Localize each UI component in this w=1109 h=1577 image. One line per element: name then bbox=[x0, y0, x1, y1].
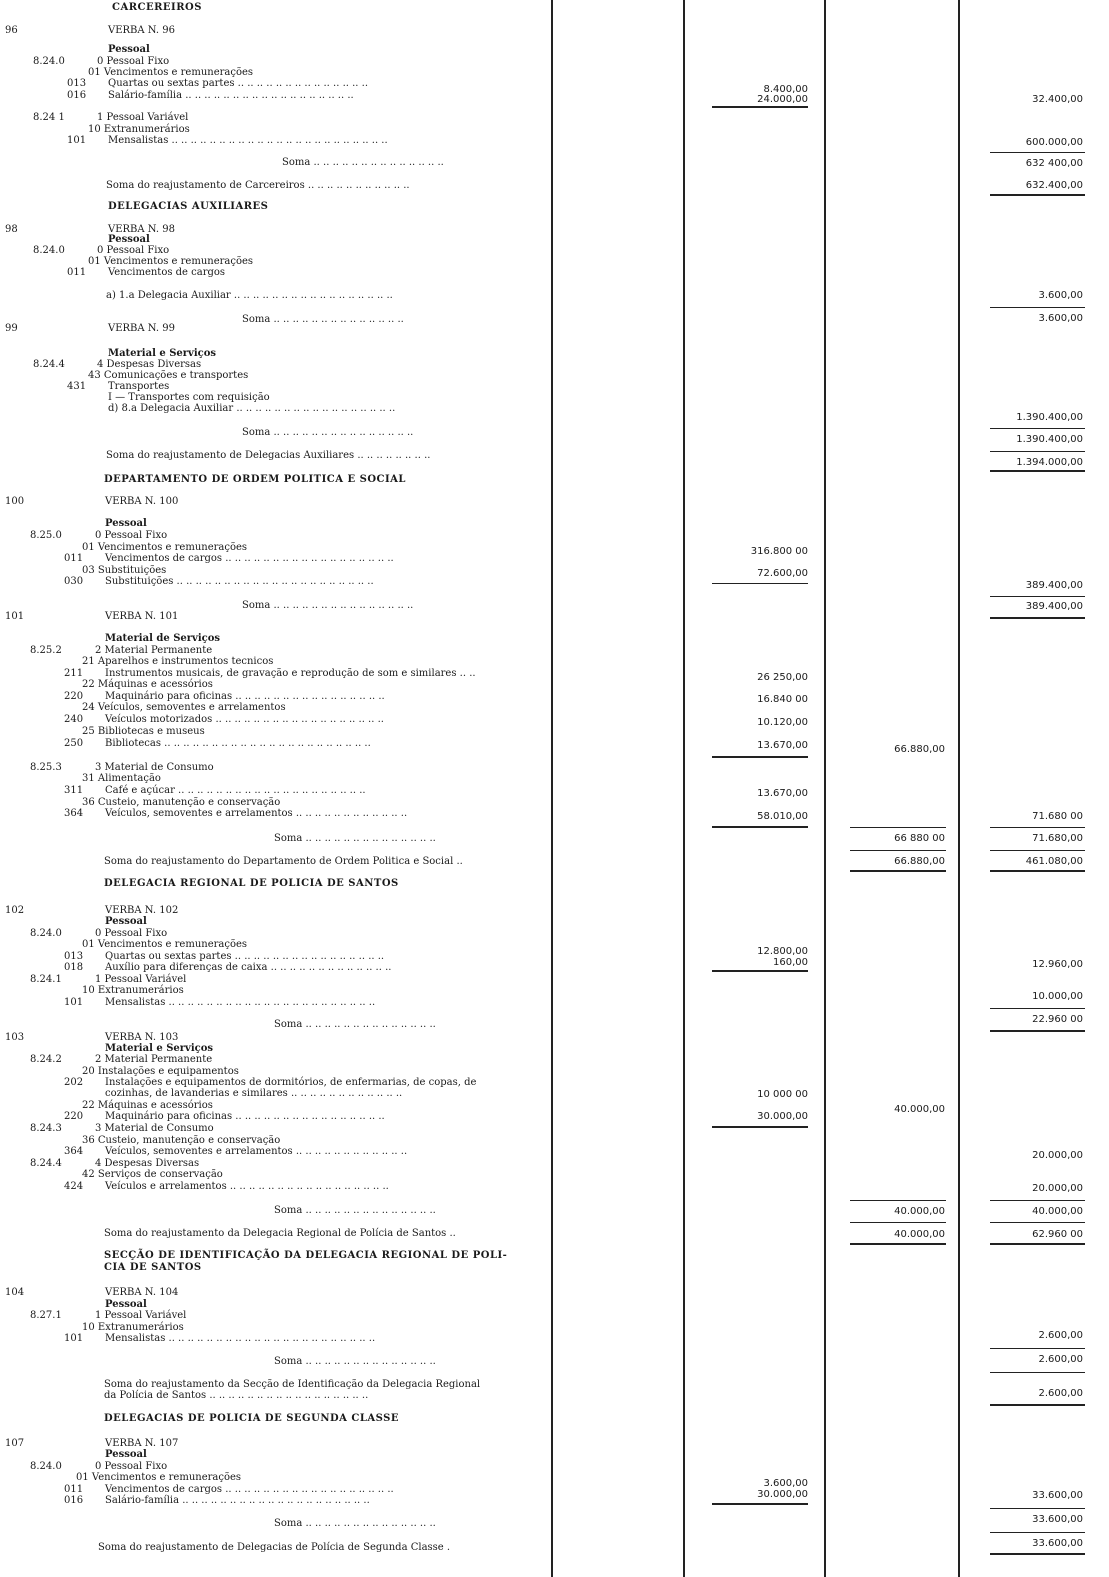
total-rule bbox=[990, 1222, 1085, 1223]
ledger-line: Material e Serviços bbox=[108, 348, 217, 359]
ledger-line: Soma .. .. .. .. .. .. .. .. .. .. .. .. .. .. bbox=[274, 1205, 436, 1216]
ledger-line: 101 bbox=[64, 1333, 84, 1344]
column-rule-description bbox=[551, 0, 553, 1577]
ledger-line: 424 bbox=[64, 1181, 84, 1192]
amount-column-3: 33.600,00 bbox=[1032, 1538, 1083, 1549]
ledger-line: Veículos e arrelamentos .. .. .. .. .. .. .. .. .. .. .. .. .. .. .. .. .. bbox=[105, 1181, 389, 1192]
total-rule bbox=[990, 1508, 1085, 1509]
ledger-line: Pessoal bbox=[105, 1449, 147, 1460]
ledger-line: I — Transportes com requisição bbox=[108, 392, 270, 403]
total-rule bbox=[990, 1532, 1085, 1533]
ledger-line: Material de Serviços bbox=[105, 633, 221, 644]
ledger-line: 220 bbox=[64, 691, 84, 702]
amount-column-2: 40.000,00 bbox=[894, 1104, 945, 1115]
amount-column-3: 3.600,00 bbox=[1038, 313, 1083, 324]
ledger-line: Pessoal bbox=[105, 518, 147, 529]
ledger-line: 018 bbox=[64, 962, 84, 973]
ledger-line: Mensalistas .. .. .. .. .. .. .. .. .. .. .. .. .. .. .. .. .. .. .. .. .. .. bbox=[105, 997, 376, 1008]
ledger-line: 3 Material de Consumo bbox=[95, 1123, 214, 1134]
ledger-line: 0 Pessoal Fixo bbox=[95, 530, 168, 541]
ledger-line: Soma .. .. .. .. .. .. .. .. .. .. .. .. .. .. bbox=[274, 1019, 436, 1030]
amount-column-3: 40.000,00 bbox=[1032, 1206, 1083, 1217]
ledger-line: 311 bbox=[64, 785, 84, 796]
amount-column-3: 22.960 00 bbox=[1032, 1014, 1083, 1025]
ledger-line: 013 bbox=[67, 78, 87, 89]
ledger-line: 10 Extranumerários bbox=[88, 124, 190, 135]
ledger-line: 431 bbox=[67, 381, 87, 392]
ledger-line: cozinhas, de lavanderias e similares .. .. .. .. .. .. .. .. .. .. .. .. bbox=[105, 1088, 403, 1099]
ledger-line: 01 Vencimentos e remunerações bbox=[76, 1472, 242, 1483]
ledger-line: 8.24.0 bbox=[30, 1461, 62, 1472]
ledger-line: 10 Extranumerários bbox=[82, 985, 184, 996]
ledger-line: 364 bbox=[64, 1146, 84, 1157]
ledger-line: 8.24.2 bbox=[30, 1054, 62, 1065]
ledger-line: Soma .. .. .. .. .. .. .. .. .. .. .. .. .. .. bbox=[274, 833, 436, 844]
column-rule-3 bbox=[958, 0, 960, 1577]
amount-column-2: 66.880,00 bbox=[894, 856, 945, 867]
ledger-line: Instrumentos musicais, de gravação e reprodução de som e similares .. .. bbox=[105, 668, 476, 679]
ledger-line: DELEGACIAS DE POLICIA DE SEGUNDA CLASSE bbox=[104, 1413, 399, 1424]
ledger-line: 8.24 1 bbox=[33, 112, 65, 123]
ledger-line: a) 1.a Delegacia Auxiliar .. .. .. .. .. .. .. .. .. .. .. .. .. .. .. .. .. bbox=[106, 290, 393, 301]
ledger-line: 10 Extranumerários bbox=[82, 1322, 184, 1333]
column-rule-2 bbox=[824, 0, 826, 1577]
ledger-line: 011 bbox=[67, 267, 87, 278]
amount-column-1: 316.800 00 bbox=[750, 546, 808, 557]
amount-column-3: 461.080,00 bbox=[1025, 856, 1083, 867]
ledger-line: Soma .. .. .. .. .. .. .. .. .. .. .. .. .. .. bbox=[242, 314, 404, 325]
ledger-line: 013 bbox=[64, 951, 84, 962]
amount-column-3: 2.600,00 bbox=[1038, 1354, 1083, 1365]
total-rule bbox=[990, 152, 1085, 153]
ledger-line: 8.24.0 bbox=[30, 928, 62, 939]
ledger-line: 03 Substituições bbox=[82, 565, 167, 576]
total-rule bbox=[990, 827, 1085, 828]
ledger-line: 01 Vencimentos e remunerações bbox=[82, 542, 248, 553]
ledger-line: d) 8.a Delegacia Auxiliar .. .. .. .. .. .. .. .. .. .. .. .. .. .. .. .. .. bbox=[108, 403, 396, 414]
ledger-line: 8.27.1 bbox=[30, 1310, 62, 1321]
ledger-line: 0 Pessoal Fixo bbox=[95, 928, 168, 939]
amount-column-1: 30.000,00 bbox=[757, 1111, 808, 1122]
ledger-line: 22 Máquinas e acessórios bbox=[82, 679, 213, 690]
amount-column-3: 1.394.000,00 bbox=[1016, 457, 1083, 468]
ledger-line: 1 Pessoal Variável bbox=[95, 1310, 187, 1321]
ledger-line: Veículos motorizados .. .. .. .. .. .. .. .. .. .. .. .. .. .. .. .. .. .. bbox=[105, 714, 384, 725]
amount-column-3: 32.400,00 bbox=[1032, 94, 1083, 105]
amount-column-2: 66 880 00 bbox=[894, 833, 945, 844]
amount-column-1: 12.800,00 bbox=[757, 946, 808, 957]
ledger-line: Soma do reajustamento da Delegacia Regional de Polícia de Santos .. bbox=[104, 1228, 456, 1239]
total-rule bbox=[990, 850, 1085, 851]
column-rule-1 bbox=[683, 0, 685, 1577]
ledger-line: 8.24.0 bbox=[33, 245, 65, 256]
total-rule bbox=[990, 596, 1085, 597]
ledger-line: 42 Serviços de conservação bbox=[82, 1169, 223, 1180]
ledger-line: Bibliotecas .. .. .. .. .. .. .. .. .. .. .. .. .. .. .. .. .. .. .. .. .. .. bbox=[105, 738, 371, 749]
amount-column-3: 10.000,00 bbox=[1032, 991, 1083, 1002]
ledger-line: Vencimentos de cargos bbox=[108, 267, 226, 278]
amount-column-1: 160,00 bbox=[773, 957, 808, 968]
total-rule bbox=[990, 1553, 1085, 1555]
total-rule bbox=[990, 470, 1085, 472]
ledger-line: 3 Material de Consumo bbox=[95, 762, 214, 773]
amount-column-1: 3.600,00 bbox=[763, 1478, 808, 1489]
ledger-line: CARCEREIROS bbox=[112, 2, 202, 13]
total-rule bbox=[990, 1008, 1085, 1009]
ledger-line: 211 bbox=[64, 668, 84, 679]
ledger-line: Pessoal bbox=[108, 44, 150, 55]
total-rule bbox=[990, 1348, 1085, 1349]
amount-column-1: 10.120,00 bbox=[757, 717, 808, 728]
ledger-line: 101 bbox=[5, 611, 25, 622]
ledger-line: 107 bbox=[5, 1438, 25, 1449]
ledger-line: Material e Serviços bbox=[105, 1043, 214, 1054]
amount-column-3: 632 400,00 bbox=[1025, 158, 1083, 169]
amount-column-2: 66.880,00 bbox=[894, 744, 945, 755]
ledger-line: da Polícia de Santos .. .. .. .. .. .. .. .. .. .. .. .. .. .. .. .. .. bbox=[104, 1390, 369, 1401]
amount-column-3: 33.600,00 bbox=[1032, 1514, 1083, 1525]
ledger-line: Soma .. .. .. .. .. .. .. .. .. .. .. .. .. .. .. bbox=[242, 600, 414, 611]
total-rule bbox=[850, 1200, 946, 1201]
amount-column-2: 40.000,00 bbox=[894, 1206, 945, 1217]
total-rule bbox=[712, 826, 808, 828]
ledger-line: 011 bbox=[64, 1484, 84, 1495]
ledger-line: 36 Custeio, manutenção e conservação bbox=[82, 1135, 281, 1146]
amount-column-3: 1.390.400,00 bbox=[1016, 434, 1083, 445]
ledger-line: Café e açúcar .. .. .. .. .. .. .. .. .. .. .. .. .. .. .. .. .. .. .. .. bbox=[105, 785, 366, 796]
ledger-line: 100 bbox=[5, 496, 25, 507]
ledger-line: Soma do reajustamento de Delegacias Auxiliares .. .. .. .. .. .. .. .. bbox=[106, 450, 431, 461]
total-rule bbox=[850, 870, 946, 872]
amount-column-3: 389.400,00 bbox=[1025, 580, 1083, 591]
ledger-line: VERBA N. 96 bbox=[108, 25, 175, 36]
ledger-line: 96 bbox=[5, 25, 18, 36]
ledger-line: Pessoal bbox=[105, 1299, 147, 1310]
ledger-line: SECÇÃO DE IDENTIFICAÇÃO DA DELEGACIA REGIONAL DE POLI- bbox=[104, 1250, 508, 1261]
ledger-line: Soma do reajustamento do Departamento de Ordem Politica e Social .. bbox=[104, 856, 463, 867]
total-rule bbox=[712, 583, 808, 584]
ledger-line: 8.24.0 bbox=[33, 56, 65, 67]
ledger-line: Soma do reajustamento de Carcereiros .. .. .. .. .. .. .. .. .. .. .. bbox=[106, 180, 410, 191]
amount-column-1: 8.400,00 bbox=[763, 84, 808, 95]
ledger-line: 98 bbox=[5, 224, 18, 235]
ledger-line: Pessoal bbox=[105, 916, 147, 927]
ledger-line: VERBA N. 103 bbox=[105, 1032, 179, 1043]
ledger-line: 8.24.1 bbox=[30, 974, 62, 985]
ledger-line: 25 Bibliotecas e museus bbox=[82, 726, 205, 737]
ledger-line: 01 Vencimentos e remunerações bbox=[82, 939, 248, 950]
ledger-line: 8.24.3 bbox=[30, 1123, 62, 1134]
ledger-line: 43 Comunicações e transportes bbox=[88, 370, 249, 381]
ledger-line: 8.25.0 bbox=[30, 530, 62, 541]
amount-column-3: 12.960,00 bbox=[1032, 959, 1083, 970]
total-rule bbox=[990, 617, 1085, 619]
ledger-line: 20 Instalações e equipamentos bbox=[82, 1066, 239, 1077]
ledger-line: Veículos, semoventes e arrelamentos .. .. .. .. .. .. .. .. .. .. .. .. bbox=[105, 808, 408, 819]
ledger-line: 0 Pessoal Fixo bbox=[97, 56, 170, 67]
amount-column-1: 30.000,00 bbox=[757, 1489, 808, 1500]
ledger-line: Soma .. .. .. .. .. .. .. .. .. .. .. .. .. .. bbox=[282, 157, 444, 168]
total-rule bbox=[990, 451, 1085, 452]
ledger-line: 01 Vencimentos e remunerações bbox=[88, 256, 254, 267]
amount-column-3: 33.600,00 bbox=[1032, 1490, 1083, 1501]
amount-column-1: 16.840 00 bbox=[757, 694, 808, 705]
ledger-line: VERBA N. 99 bbox=[108, 323, 175, 334]
ledger-line: 2 Material Permanente bbox=[95, 1054, 213, 1065]
ledger-line: 31 Alimentação bbox=[82, 773, 161, 784]
amount-column-3: 3.600,00 bbox=[1038, 290, 1083, 301]
ledger-line: 1 Pessoal Variável bbox=[97, 112, 189, 123]
ledger-line: 240 bbox=[64, 714, 84, 725]
total-rule bbox=[712, 106, 808, 108]
ledger-line: 24 Veículos, semoventes e arrelamentos bbox=[82, 702, 286, 713]
total-rule bbox=[712, 756, 808, 758]
amount-column-2: 40.000,00 bbox=[894, 1229, 945, 1240]
ledger-line: Vencimentos de cargos .. .. .. .. .. .. .. .. .. .. .. .. .. .. .. .. .. .. bbox=[105, 1484, 394, 1495]
ledger-line: Vencimentos de cargos .. .. .. .. .. .. .. .. .. .. .. .. .. .. .. .. .. .. bbox=[105, 553, 394, 564]
ledger-line: Mensalistas .. .. .. .. .. .. .. .. .. .. .. .. .. .. .. .. .. .. .. .. .. .. .. bbox=[108, 135, 388, 146]
ledger-line: VERBA N. 102 bbox=[105, 905, 179, 916]
ledger-line: Soma .. .. .. .. .. .. .. .. .. .. .. .. .. .. .. bbox=[242, 427, 414, 438]
total-rule bbox=[712, 1503, 808, 1505]
amount-column-1: 10 000 00 bbox=[757, 1089, 808, 1100]
amount-column-3: 2.600,00 bbox=[1038, 1330, 1083, 1341]
ledger-line: 101 bbox=[67, 135, 87, 146]
ledger-line: DELEGACIA REGIONAL DE POLICIA DE SANTOS bbox=[104, 878, 399, 889]
ledger-line: Soma do reajustamento de Delegacias de Polícia de Segunda Classe . bbox=[98, 1542, 451, 1553]
ledger-line: Soma .. .. .. .. .. .. .. .. .. .. .. .. .. .. bbox=[274, 1356, 436, 1367]
ledger-line: 202 bbox=[64, 1077, 84, 1088]
ledger-line: 99 bbox=[5, 323, 18, 334]
ledger-line: DELEGACIAS AUXILIARES bbox=[108, 201, 269, 212]
ledger-line: 0 Pessoal Fixo bbox=[95, 1461, 168, 1472]
total-rule bbox=[990, 1200, 1085, 1201]
ledger-line: VERBA N. 104 bbox=[105, 1287, 179, 1298]
ledger-line: Pessoal bbox=[108, 234, 150, 245]
amount-column-3: 632.400,00 bbox=[1025, 180, 1083, 191]
amount-column-3: 20.000,00 bbox=[1032, 1150, 1083, 1161]
ledger-line: VERBA N. 98 bbox=[108, 224, 175, 235]
amount-column-3: 2.600,00 bbox=[1038, 1388, 1083, 1399]
ledger-line: Transportes bbox=[108, 381, 170, 392]
ledger-line: 101 bbox=[64, 997, 84, 1008]
amount-column-3: 1.390.400,00 bbox=[1016, 412, 1083, 423]
ledger-line: Mensalistas .. .. .. .. .. .. .. .. .. .. .. .. .. .. .. .. .. .. .. .. .. .. bbox=[105, 1333, 376, 1344]
ledger-line: VERBA N. 100 bbox=[105, 496, 179, 507]
total-rule bbox=[712, 970, 808, 972]
amount-column-1: 24.000,00 bbox=[757, 94, 808, 105]
ledger-line: Auxílio para diferenças de caixa .. .. .. .. .. .. .. .. .. .. .. .. .. bbox=[105, 962, 392, 973]
ledger-line: 364 bbox=[64, 808, 84, 819]
ledger-line: Soma .. .. .. .. .. .. .. .. .. .. .. .. .. .. bbox=[274, 1518, 436, 1529]
ledger-line: 01 Vencimentos e remunerações bbox=[88, 67, 254, 78]
ledger-line: Quartas ou sextas partes .. .. .. .. .. .. .. .. .. .. .. .. .. .. bbox=[108, 78, 369, 89]
ledger-line: Soma do reajustamento da Secção de Identificação da Delegacia Regional bbox=[104, 1379, 481, 1390]
total-rule bbox=[712, 1126, 808, 1128]
amount-column-3: 20.000,00 bbox=[1032, 1183, 1083, 1194]
ledger-line: Maquinário para oficinas .. .. .. .. .. .. .. .. .. .. .. .. .. .. .. .. bbox=[105, 691, 385, 702]
ledger-line: 103 bbox=[5, 1032, 25, 1043]
ledger-line: 016 bbox=[67, 90, 87, 101]
ledger-line: 2 Material Permanente bbox=[95, 645, 213, 656]
ledger-line: 250 bbox=[64, 738, 84, 749]
ledger-line: Instalações e equipamentos de dormitórios, de enfermarias, de copas, de bbox=[105, 1077, 477, 1088]
ledger-line: VERBA N. 107 bbox=[105, 1438, 179, 1449]
ledger-line: 030 bbox=[64, 576, 84, 587]
amount-column-1: 72.600,00 bbox=[757, 568, 808, 579]
ledger-line: 011 bbox=[64, 553, 84, 564]
total-rule bbox=[990, 1404, 1085, 1406]
ledger-line: 36 Custeio, manutenção e conservação bbox=[82, 797, 281, 808]
total-rule bbox=[990, 1030, 1085, 1032]
ledger-line: 1 Pessoal Variável bbox=[95, 974, 187, 985]
ledger-line: 22 Máquinas e acessórios bbox=[82, 1100, 213, 1111]
ledger-line: 016 bbox=[64, 1495, 84, 1506]
amount-column-1: 58.010,00 bbox=[757, 811, 808, 822]
ledger-line: 8.25.2 bbox=[30, 645, 62, 656]
total-rule bbox=[850, 1243, 946, 1245]
ledger-line: 220 bbox=[64, 1111, 84, 1122]
ledger-line: VERBA N. 101 bbox=[105, 611, 179, 622]
amount-column-3: 71.680 00 bbox=[1032, 811, 1083, 822]
amount-column-1: 26 250,00 bbox=[757, 672, 808, 683]
total-rule bbox=[990, 194, 1085, 196]
ledger-line: 8.24.4 bbox=[33, 359, 65, 370]
total-rule bbox=[990, 870, 1085, 872]
ledger-line: Salário-família .. .. .. .. .. .. .. .. .. .. .. .. .. .. .. .. .. .. .. .. bbox=[105, 1495, 370, 1506]
ledger-line: Substituições .. .. .. .. .. .. .. .. .. .. .. .. .. .. .. .. .. .. .. .. .. bbox=[105, 576, 374, 587]
ledger-line: 0 Pessoal Fixo bbox=[97, 245, 170, 256]
ledger-line: 8.25.3 bbox=[30, 762, 62, 773]
amount-column-3: 62.960 00 bbox=[1032, 1229, 1083, 1240]
total-rule bbox=[990, 428, 1085, 429]
ledger-line: 104 bbox=[5, 1287, 25, 1298]
ledger-line: 21 Aparelhos e instrumentos tecnicos bbox=[82, 656, 274, 667]
ledger-line: Quartas ou sextas partes .. .. .. .. .. .. .. .. .. .. .. .. .. .. .. .. bbox=[105, 951, 385, 962]
ledger-line: CIA DE SANTOS bbox=[104, 1262, 202, 1273]
amount-column-1: 13.670,00 bbox=[757, 788, 808, 799]
ledger-line: DEPARTAMENTO DE ORDEM POLITICA E SOCIAL bbox=[104, 474, 406, 485]
ledger-line: Maquinário para oficinas .. .. .. .. .. .. .. .. .. .. .. .. .. .. .. .. bbox=[105, 1111, 385, 1122]
total-rule bbox=[850, 850, 946, 851]
amount-column-1: 13.670,00 bbox=[757, 740, 808, 751]
ledger-line: Veículos, semoventes e arrelamentos .. .. .. .. .. .. .. .. .. .. .. .. bbox=[105, 1146, 408, 1157]
amount-column-3: 600.000,00 bbox=[1025, 137, 1083, 148]
ledger-line: Salário-família .. .. .. .. .. .. .. .. .. .. .. .. .. .. .. .. .. .. bbox=[108, 90, 354, 101]
total-rule bbox=[850, 827, 946, 828]
total-rule bbox=[990, 1243, 1085, 1245]
total-rule bbox=[850, 1222, 946, 1223]
total-rule bbox=[990, 1372, 1085, 1373]
total-rule bbox=[990, 307, 1085, 308]
ledger-line: 4 Despesas Diversas bbox=[95, 1158, 200, 1169]
ledger-line: 102 bbox=[5, 905, 25, 916]
amount-column-3: 71.680,00 bbox=[1032, 833, 1083, 844]
amount-column-3: 389.400,00 bbox=[1025, 601, 1083, 612]
ledger-line: 4 Despesas Diversas bbox=[97, 359, 202, 370]
ledger-line: 8.24.4 bbox=[30, 1158, 62, 1169]
